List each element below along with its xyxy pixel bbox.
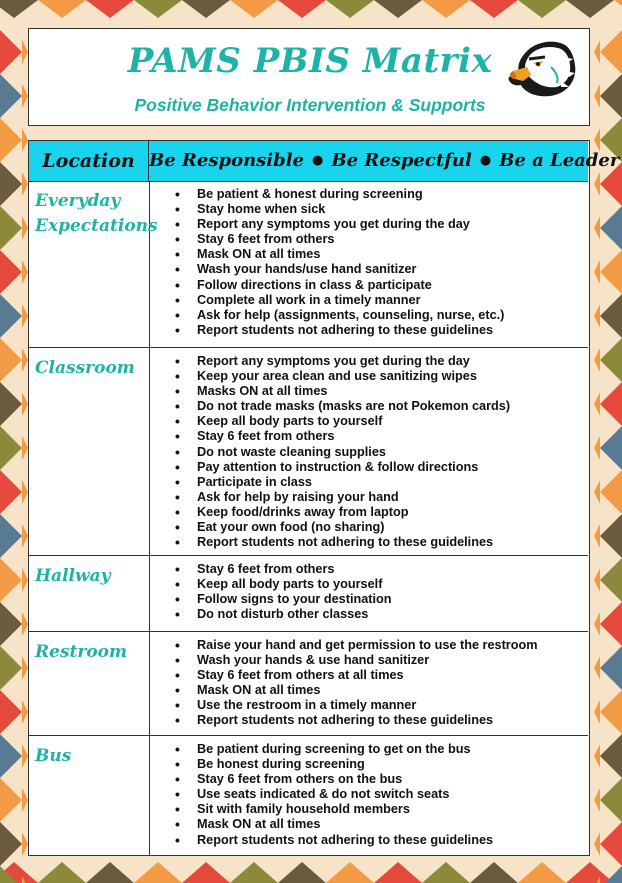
pattern-triangle	[0, 382, 22, 426]
pattern-triangle	[600, 558, 622, 602]
pattern-chevron	[594, 348, 600, 372]
list-item: • Report students not adhering to these guidelines	[175, 535, 510, 550]
pattern-triangle	[0, 338, 22, 382]
list-item: • Report any symptoms you get during the day	[175, 354, 510, 369]
expectation-list	[175, 354, 510, 550]
list-item: • Pay attention to instruction & follow directions	[175, 460, 510, 475]
pattern-triangle	[0, 646, 22, 690]
pattern-chevron	[594, 128, 600, 152]
list-item: • Stay 6 feet from others at all times	[175, 668, 538, 683]
pattern-triangle	[600, 250, 622, 294]
pattern-chevron	[594, 700, 600, 724]
table-row	[29, 347, 588, 556]
pattern-triangle	[422, 862, 470, 883]
list-item: • Mask ON at all times	[175, 683, 538, 698]
list-item: • Do not waste cleaning supplies	[175, 445, 510, 460]
list-item: • Wash your hands/use hand sanitizer	[175, 262, 504, 277]
list-item: • Keep all body parts to yourself	[175, 577, 392, 592]
list-item: • Keep your area clean and use sanitizing wipes	[175, 369, 510, 384]
separator-dot: ●	[312, 153, 324, 168]
location-label-line: Hallway	[35, 566, 111, 586]
pattern-triangle	[0, 602, 22, 646]
pattern-triangle	[278, 0, 326, 18]
list-item: • Mask ON at all times	[175, 247, 504, 262]
pattern-triangle	[0, 558, 22, 602]
pattern-triangle	[0, 470, 22, 514]
list-item: • Stay 6 feet from others	[175, 562, 392, 577]
pattern-triangle	[86, 0, 134, 18]
pattern-triangle	[600, 514, 622, 558]
pattern-triangle	[0, 426, 22, 470]
pattern-chevron	[594, 172, 600, 196]
pattern-triangle	[600, 382, 622, 426]
pattern-triangle	[422, 0, 470, 18]
pattern-chevron	[594, 480, 600, 504]
list-item: • Stay home when sick	[175, 202, 504, 217]
list-item: • Mask ON at all times	[175, 817, 493, 832]
pattern-triangle	[600, 30, 622, 74]
list-item: • Follow signs to your destination	[175, 592, 392, 607]
header-box	[28, 28, 590, 126]
location-label	[35, 640, 145, 665]
pattern-triangle	[38, 862, 86, 883]
list-item: • Report students not adhering to these guidelines	[175, 713, 538, 728]
pattern-triangle	[566, 862, 614, 883]
list-item: • Report any symptoms you get during the day	[175, 217, 504, 232]
pattern-triangle	[518, 0, 566, 18]
pattern-triangle	[600, 206, 622, 250]
location-label-line: Bus	[35, 746, 72, 766]
page-title: PAMS PBIS Matrix	[127, 41, 493, 81]
pattern-triangle	[600, 690, 622, 734]
list-item: • Keep food/drinks away from laptop	[175, 505, 510, 520]
list-item: • Do not trade masks (masks are not Pokemon cards)	[175, 399, 510, 414]
pattern-triangle	[600, 74, 622, 118]
pattern-chevron	[594, 788, 600, 812]
pattern-triangle	[600, 602, 622, 646]
pattern-triangle	[566, 0, 614, 18]
pattern-triangle	[182, 862, 230, 883]
pattern-triangle	[374, 0, 422, 18]
pattern-triangle	[600, 294, 622, 338]
list-item: • Masks ON at all times	[175, 384, 510, 399]
list-item: • Be patient & honest during screening	[175, 187, 504, 202]
location-label	[35, 189, 158, 239]
list-item: • Ask for help by raising your hand	[175, 490, 510, 505]
pattern-triangle	[0, 206, 22, 250]
location-label-line: Classroom	[35, 358, 135, 378]
list-item: • Participate in class	[175, 475, 510, 490]
location-label-line: Restroom	[35, 642, 127, 662]
pattern-chevron	[594, 304, 600, 328]
expectation-list	[175, 562, 392, 622]
pattern-chevron	[594, 612, 600, 636]
list-item: • Be patient during screening to get on the bus	[175, 742, 493, 757]
pattern-triangle	[230, 0, 278, 18]
value-respectful: Be Respectful	[331, 150, 472, 171]
pattern-triangle	[0, 162, 22, 206]
value-responsible: Be Responsible	[149, 150, 305, 171]
pattern-chevron	[594, 260, 600, 284]
pattern-triangle	[0, 294, 22, 338]
pattern-triangle	[600, 778, 622, 822]
expectation-list	[175, 187, 504, 338]
list-item: • Wash your hands & use hand sanitizer	[175, 653, 538, 668]
list-item: • Be honest during screening	[175, 757, 493, 772]
pattern-triangle	[86, 862, 134, 883]
location-label-line: Everyday	[35, 191, 121, 211]
location-label	[35, 744, 145, 769]
list-item: • Stay 6 feet from others	[175, 232, 504, 247]
list-item: • Sit with family household members	[175, 802, 493, 817]
list-item: • Report students not adhering to these guidelines	[175, 833, 493, 848]
pattern-triangle	[134, 0, 182, 18]
pattern-triangle	[182, 0, 230, 18]
pattern-triangle	[326, 0, 374, 18]
list-item: • Eat your own food (no sharing)	[175, 520, 510, 535]
list-item: • Complete all work in a timely manner	[175, 293, 504, 308]
pattern-triangle	[470, 0, 518, 18]
pattern-triangle	[374, 862, 422, 883]
pattern-triangle	[0, 734, 22, 778]
expectation-list	[175, 638, 538, 729]
expectation-list	[175, 742, 493, 848]
eagle-mascot-icon	[503, 37, 583, 101]
pattern-triangle	[134, 862, 182, 883]
table-row	[29, 735, 588, 860]
pattern-triangle	[614, 0, 622, 18]
page-subtitle: Positive Behavior Intervention & Supports	[134, 95, 486, 115]
list-item: • Raise your hand and get permission to use the restroom	[175, 638, 538, 653]
pattern-triangle	[0, 0, 38, 18]
list-item: • Stay 6 feet from others on the bus	[175, 772, 493, 787]
list-item: • Do not disturb other classes	[175, 607, 392, 622]
list-item: • Use the restroom in a timely manner	[175, 698, 538, 713]
pattern-chevron	[594, 40, 600, 64]
pattern-chevron	[594, 524, 600, 548]
pattern-chevron	[594, 392, 600, 416]
pattern-triangle	[0, 822, 22, 866]
pbis-matrix-table	[28, 140, 620, 856]
pattern-triangle	[0, 118, 22, 162]
location-label	[35, 564, 145, 589]
table-row	[29, 181, 588, 347]
list-item: • Ask for help (assignments, counseling, nurse, etc.)	[175, 308, 504, 323]
pattern-triangle	[600, 822, 622, 866]
pattern-triangle	[0, 778, 22, 822]
pattern-triangle	[600, 426, 622, 470]
pattern-triangle	[0, 250, 22, 294]
pattern-triangle	[600, 734, 622, 778]
pattern-triangle	[600, 646, 622, 690]
pattern-chevron	[594, 84, 600, 108]
pattern-chevron	[594, 744, 600, 768]
pattern-chevron	[594, 656, 600, 680]
pattern-triangle	[278, 862, 326, 883]
pattern-triangle	[0, 690, 22, 734]
value-leader: Be a Leader	[499, 150, 620, 171]
list-item: • Stay 6 feet from others	[175, 429, 510, 444]
table-header-row	[29, 141, 620, 182]
pattern-chevron	[594, 832, 600, 856]
pattern-triangle	[600, 470, 622, 514]
pattern-triangle	[518, 862, 566, 883]
list-item: • Keep all body parts to yourself	[175, 414, 510, 429]
pattern-triangle	[470, 862, 518, 883]
pattern-triangle	[0, 30, 22, 74]
pattern-triangle	[600, 338, 622, 382]
location-label	[35, 356, 145, 381]
values-column-header	[149, 141, 620, 181]
list-item: • Follow directions in class & participate	[175, 278, 504, 293]
pattern-chevron	[594, 216, 600, 240]
pattern-triangle	[0, 74, 22, 118]
pattern-triangle	[230, 862, 278, 883]
location-label-line: Expectations	[35, 216, 158, 236]
location-column-header: Location	[29, 141, 149, 181]
pattern-triangle	[0, 514, 22, 558]
table-row	[29, 631, 588, 736]
list-item: • Use seats indicated & do not switch seats	[175, 787, 493, 802]
list-item: • Report students not adhering to these guidelines	[175, 323, 504, 338]
pattern-triangle	[38, 0, 86, 18]
pattern-chevron	[594, 568, 600, 592]
separator-dot: ●	[479, 153, 492, 168]
table-row	[29, 555, 588, 632]
pattern-chevron	[594, 436, 600, 460]
pattern-triangle	[326, 862, 374, 883]
